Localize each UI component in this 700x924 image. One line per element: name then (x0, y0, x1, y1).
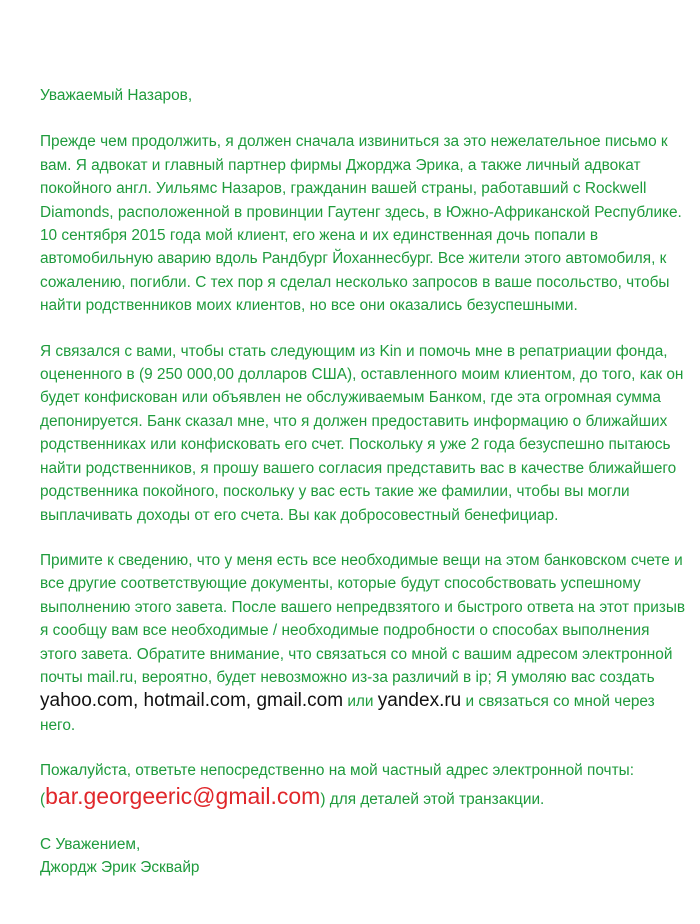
or-word: или (343, 693, 378, 711)
paragraph-apology: Прежде чем продолжить, я должен сначала извиниться за это нежелательное письмо к вам. Я адвокат и главный партнер фирмы Джорджа Эрика, а также личный адвокат покойного англ. Уильямс Назаров, гражданин вашей страны, работавший с Rockwell Diamonds, расположенной в провинции Гаутенг здесь, в Южно-Африканской Республике. 10 сентября 2015 года мой клиент, его жена и их единственная дочь попали в автомобильную аварию вдоль Рандбург Йоханнесбург. Все жители этого автомобиля, к сожалению, погибли. С тех пор я сделал несколько запросов в ваше посольство, чтобы найти родственников моих клиентов, но все они оказались безуспешными. (40, 133, 682, 315)
signature: Джордж Эрик Эсквайр (40, 859, 200, 877)
email-line (40, 783, 690, 811)
instructions-text: Примите к сведению, что у меня есть все необходимые вещи на этом банковском счете и все другие соответствующие документы, которые будут способствовать успешному выполнению этого завета. После вашего непредвзятого и быстрого ответа на этот призыв я сообщу вам все необходимые / необходимые подробности о способах выполнения этого завета. Обратите внимание, что связаться со мной с вашим адресом электронной почты mail.ru, вероятно, будет невозможно из-за различий в ip; Я умоляю вас создать (40, 551, 686, 686)
yandex-provider: yandex.ru (377, 690, 462, 712)
email-trailing-text: ) для деталей этой транзакции. (320, 790, 545, 808)
reply-request: Пожалуйста, ответьте непосредственно на мой частный адрес электронной почты: (40, 762, 634, 780)
paragraph-instructions (40, 549, 690, 737)
contact-email: bar.georgeeric@gmail.com (45, 782, 321, 809)
closing-regards: С Уважением, (40, 835, 141, 853)
letter-body (40, 84, 690, 880)
instructions-end: и связаться со мной через него. (40, 693, 655, 734)
greeting: Уважаемый Назаров, (40, 87, 193, 104)
paragraph-request: Я связался с вами, чтобы стать следующим из Kin и помочь мне в репатриации фонда, оцененного в (9 250 000,00 долларов США), оставленного моим клиентом, до того, как он будет конфискован или объявлен не обслуживаемым Банком, где эта огромная сумма депонируется. Банк сказал мне, что я должен предоставить информацию о ближайших родственниках или конфисковать его счет. Поскольку я уже 2 года безуспешно пытаюсь найти родственников, я прошу вашего согласия представить вас в качестве ближайшего родственника покойного, поскольку у вас есть такие же фамилии, чтобы вы могли выплачивать доходы от его счета. Вы как добросовестный бенефициар. (40, 342, 684, 524)
open-paren: ( (40, 790, 46, 808)
email-providers: yahoo.com, hotmail.com, gmail.com (40, 690, 344, 712)
